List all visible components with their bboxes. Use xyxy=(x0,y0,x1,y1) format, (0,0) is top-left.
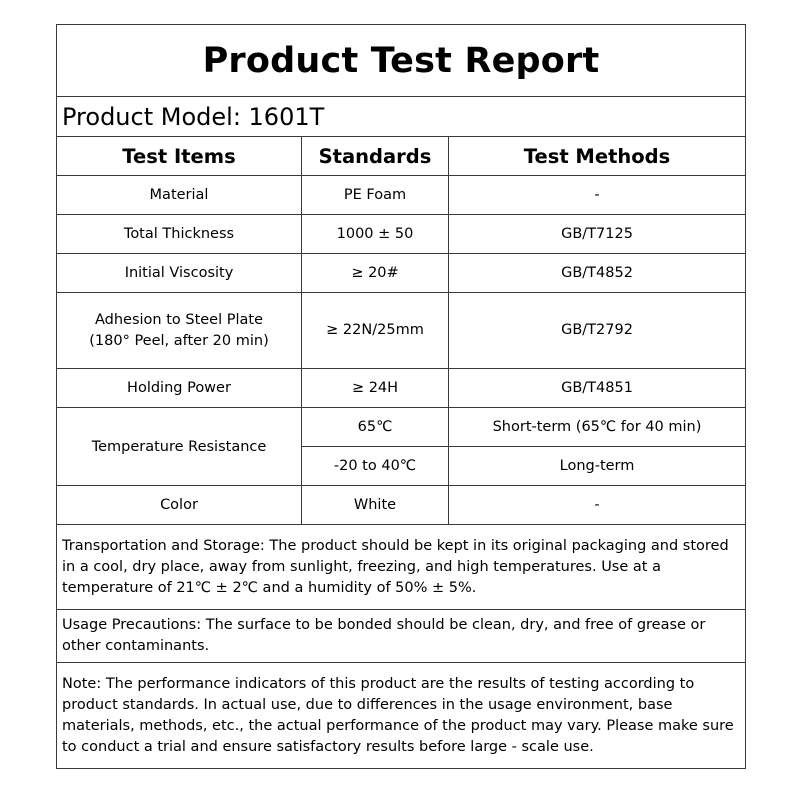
header-test-items: Test Items xyxy=(57,137,302,176)
standard-thickness: 1000 ± 50 xyxy=(302,215,449,254)
method-viscosity: GB/T4852 xyxy=(449,254,746,293)
standard-holding: ≥ 24H xyxy=(302,369,449,408)
item-holding: Holding Power xyxy=(57,369,302,408)
standard-adhesion: ≥ 22N/25mm xyxy=(302,293,449,369)
method-temperature-long: Long-term xyxy=(449,447,746,486)
item-color: Color xyxy=(57,486,302,525)
standard-temperature-long: -20 to 40℃ xyxy=(302,447,449,486)
storage-note: Transportation and Storage: The product should be kept in its original packaging and stored in a cool, dry place, away from sunlight, freezing, and high temperatures. Use at a temperature of 21℃ ± 2℃ and a humidity of 50% ± 5%. xyxy=(57,525,746,610)
table-row-color xyxy=(57,486,746,525)
table-row-adhesion xyxy=(57,293,746,369)
storage-row xyxy=(57,525,746,610)
header-row xyxy=(57,137,746,176)
method-thickness: GB/T7125 xyxy=(449,215,746,254)
precautions-row xyxy=(57,610,746,663)
method-holding: GB/T4851 xyxy=(449,369,746,408)
precautions-note: Usage Precautions: The surface to be bonded should be clean, dry, and free of grease or other contaminants. xyxy=(57,610,746,663)
table-row-temperature-short xyxy=(57,408,746,447)
standard-material: PE Foam xyxy=(302,176,449,215)
test-report-table xyxy=(56,24,746,769)
method-temperature-short: Short-term (65℃ for 40 min) xyxy=(449,408,746,447)
item-material: Material xyxy=(57,176,302,215)
header-test-methods: Test Methods xyxy=(449,137,746,176)
standard-color: White xyxy=(302,486,449,525)
item-adhesion-line1: Adhesion to Steel Plate xyxy=(94,311,264,328)
standard-temperature-short: 65℃ xyxy=(302,408,449,447)
method-material: - xyxy=(449,176,746,215)
disclaimer-row xyxy=(57,663,746,769)
item-adhesion xyxy=(57,293,302,369)
item-adhesion-line2: (180° Peel, after 20 min) xyxy=(89,332,269,349)
item-viscosity: Initial Viscosity xyxy=(57,254,302,293)
report-title: Product Test Report xyxy=(57,25,746,97)
method-color: - xyxy=(449,486,746,525)
table-row-thickness xyxy=(57,215,746,254)
table-row-viscosity xyxy=(57,254,746,293)
standard-viscosity: ≥ 20# xyxy=(302,254,449,293)
header-standards: Standards xyxy=(302,137,449,176)
disclaimer-note: Note: The performance indicators of this product are the results of testing according to product standards. In actual use, due to differences in the usage environment, base materials, methods, etc., the actual performance of the product may vary. Please make sure to conduct a trial and ensure satisfactory results before large - scale use. xyxy=(57,663,746,769)
model-row xyxy=(57,97,746,137)
table-row-material xyxy=(57,176,746,215)
product-model: Product Model: 1601T xyxy=(57,97,746,137)
item-temperature: Temperature Resistance xyxy=(57,408,302,486)
item-thickness: Total Thickness xyxy=(57,215,302,254)
title-row xyxy=(57,25,746,97)
method-adhesion: GB/T2792 xyxy=(449,293,746,369)
table-row-holding xyxy=(57,369,746,408)
